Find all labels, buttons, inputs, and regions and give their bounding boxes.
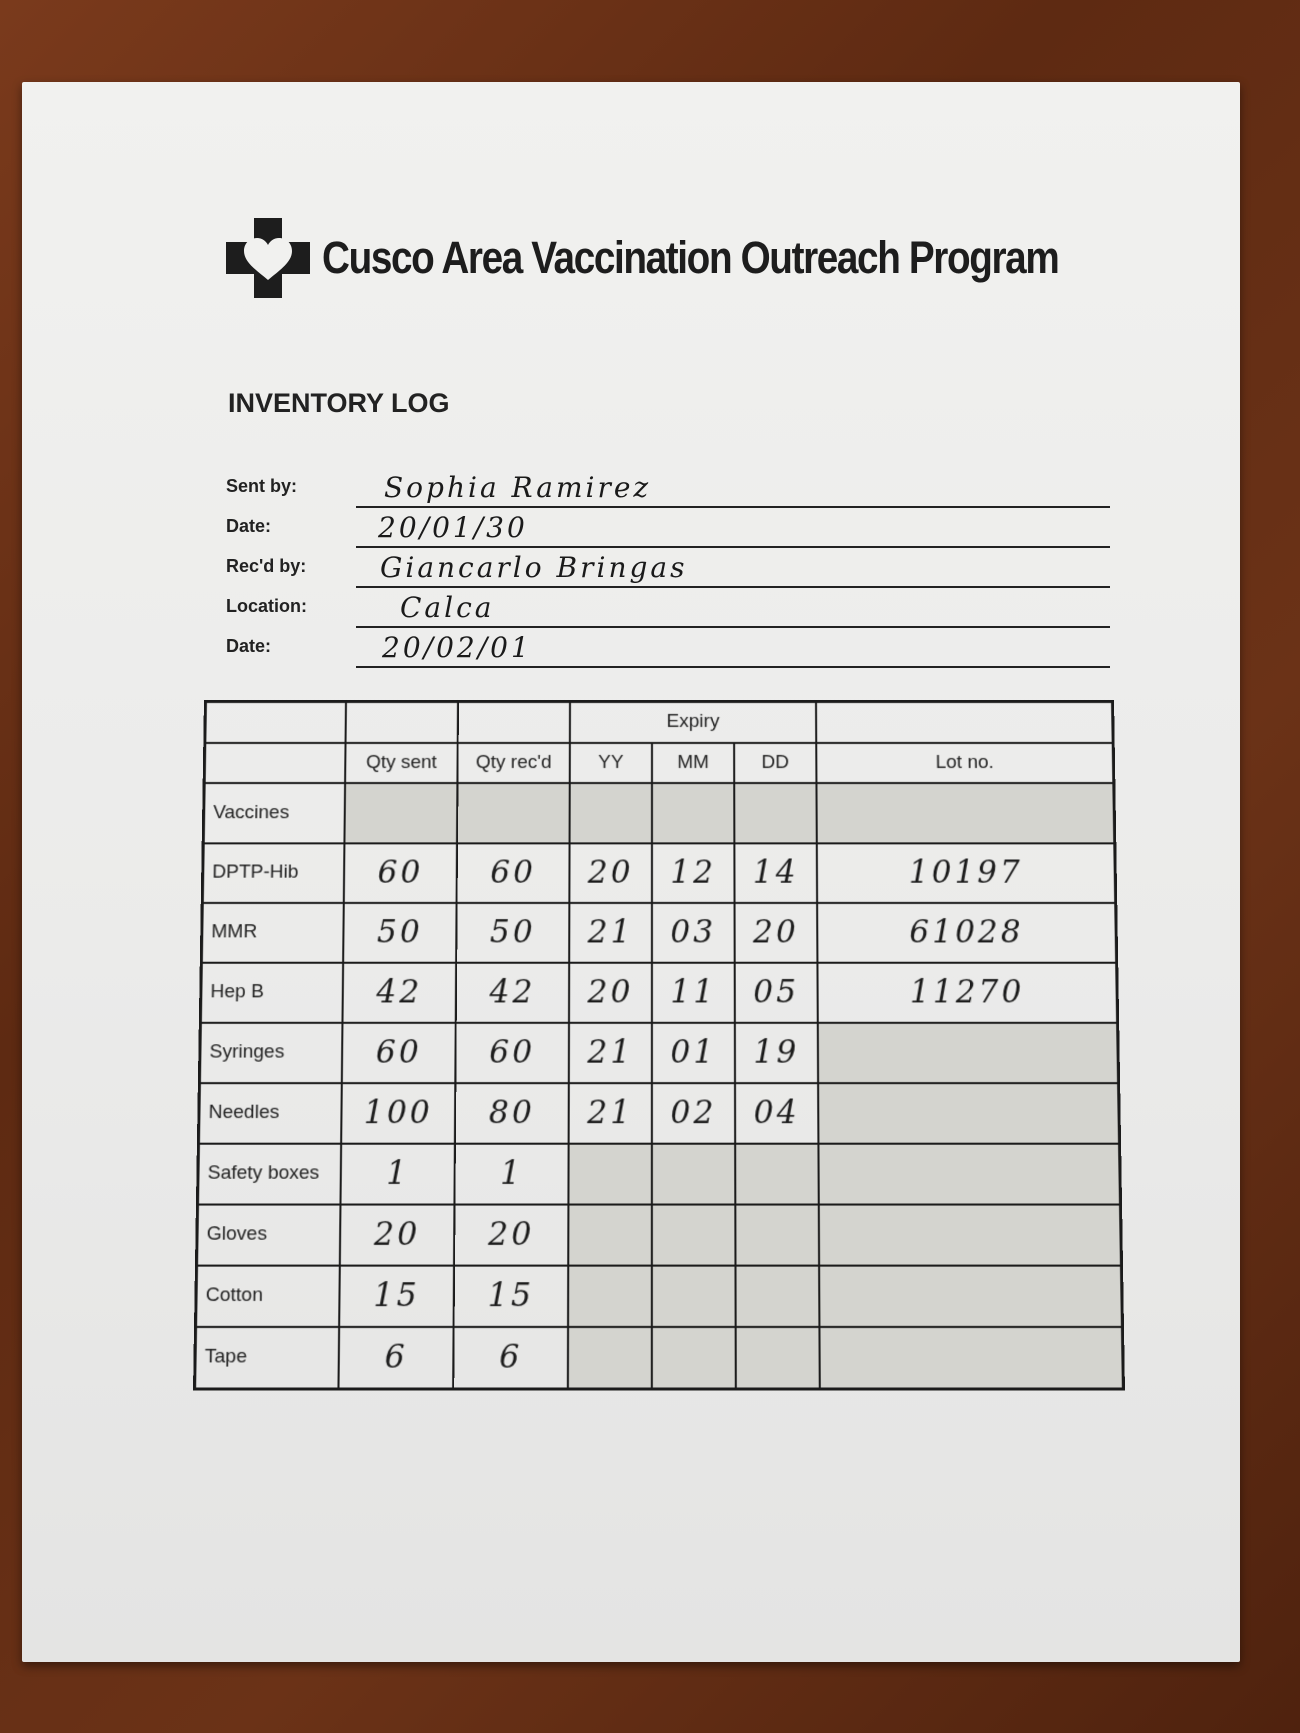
handwritten-value: 60 — [377, 854, 424, 891]
handwritten-value: 80 — [488, 1094, 536, 1132]
header-cell — [346, 701, 458, 742]
qty-sent-cell[interactable] — [342, 962, 456, 1022]
received-by-value: Giancarlo Bringas — [380, 551, 688, 584]
shipment-fields — [224, 470, 1110, 670]
handwritten-value: 14 — [752, 854, 799, 891]
lot-no-cell — [819, 1204, 1122, 1265]
item-label: DPTP-Hib — [202, 843, 344, 903]
qty-recd-cell[interactable] — [454, 1143, 568, 1204]
shaded-cell — [816, 783, 1114, 842]
lot-no-cell[interactable] — [817, 962, 1117, 1022]
handwritten-value: 6 — [384, 1338, 408, 1377]
inventory-table — [193, 700, 1125, 1391]
lot-no-cell — [818, 1083, 1119, 1144]
shaded-cell — [457, 783, 570, 842]
field-label: Date: — [226, 636, 272, 656]
handwritten-value: 15 — [373, 1277, 420, 1315]
expiry-mm-cell — [652, 1265, 736, 1326]
sent-date-field[interactable] — [224, 510, 1110, 550]
handwritten-value: 60 — [375, 1034, 422, 1072]
lot-no-cell[interactable] — [817, 843, 1116, 903]
column-header-dd: DD — [734, 743, 816, 784]
column-header-lot: Lot no. — [816, 743, 1114, 784]
qty-recd-cell[interactable] — [454, 1204, 568, 1265]
qty-recd-cell[interactable] — [454, 1265, 569, 1326]
handwritten-value: 21 — [587, 914, 634, 951]
handwritten-value: 60 — [490, 854, 537, 891]
handwritten-value: 20 — [587, 974, 634, 1011]
table-header-row — [205, 701, 1113, 742]
inventory-rows — [195, 843, 1124, 1389]
expiry-dd-cell — [735, 1265, 819, 1326]
handwritten-value: 05 — [753, 974, 800, 1011]
expiry-dd-cell — [735, 1143, 819, 1204]
shaded-cell — [734, 783, 817, 842]
expiry-dd-cell[interactable] — [735, 962, 818, 1022]
field-label: Location: — [226, 596, 307, 616]
table-row — [201, 902, 1116, 962]
header-cell — [458, 701, 570, 742]
qty-recd-cell[interactable] — [455, 1083, 569, 1144]
program-title: Cusco Area Vaccination Outreach Program — [322, 232, 1059, 283]
expiry-yy-cell — [568, 1143, 651, 1204]
handwritten-value: 6 — [498, 1338, 523, 1377]
expiry-dd-cell[interactable] — [735, 902, 818, 962]
table-row — [196, 1265, 1123, 1326]
item-label: Needles — [198, 1083, 341, 1144]
item-label: Safety boxes — [198, 1143, 342, 1204]
handwritten-value: 15 — [487, 1277, 535, 1315]
received-date-value: 20/02/01 — [382, 631, 532, 664]
expiry-mm-cell[interactable] — [652, 962, 735, 1022]
item-label: Syringes — [199, 1022, 342, 1082]
expiry-mm-cell[interactable] — [652, 902, 735, 962]
handwritten-value: 21 — [587, 1034, 634, 1072]
handwritten-value: 60 — [489, 1034, 536, 1072]
item-label: Gloves — [197, 1204, 341, 1265]
sent-date-value: 20/01/30 — [378, 511, 528, 544]
table-column-row — [204, 743, 1114, 784]
handwritten-value: 12 — [670, 854, 717, 891]
handwritten-value: 04 — [753, 1094, 800, 1132]
expiry-header: Expiry — [570, 701, 816, 742]
table-row — [197, 1204, 1122, 1265]
program-header — [226, 218, 1178, 298]
handwritten-value: 50 — [489, 914, 536, 951]
sent-by-value: Sophia Ramirez — [384, 471, 652, 504]
field-line — [356, 586, 1110, 588]
qty-sent-cell[interactable] — [343, 902, 456, 962]
lot-no-cell — [819, 1327, 1123, 1389]
item-label: Hep B — [200, 962, 343, 1022]
expiry-mm-cell[interactable] — [652, 843, 735, 903]
expiry-yy-cell[interactable] — [569, 902, 652, 962]
qty-recd-cell[interactable] — [457, 843, 570, 903]
handwritten-value: 02 — [670, 1094, 717, 1132]
qty-recd-cell[interactable] — [453, 1327, 568, 1389]
handwritten-value: 20 — [752, 914, 799, 951]
column-header-yy: YY — [570, 743, 652, 784]
field-line — [356, 506, 1110, 508]
header-cell — [205, 701, 346, 742]
expiry-mm-cell — [652, 1143, 735, 1204]
handwritten-value: 20 — [587, 854, 634, 891]
column-header-mm: MM — [652, 743, 734, 784]
qty-sent-cell[interactable] — [339, 1265, 454, 1326]
inventory-log-title: INVENTORY LOG — [228, 388, 450, 418]
item-label: MMR — [201, 902, 343, 962]
section-row-vaccines — [203, 783, 1115, 842]
expiry-yy-cell[interactable] — [569, 1083, 652, 1144]
expiry-mm-cell — [652, 1204, 736, 1265]
lot-no-cell — [818, 1143, 1120, 1204]
handwritten-value: 20 — [488, 1216, 535, 1254]
expiry-mm-cell[interactable] — [652, 1022, 735, 1082]
qty-sent-cell[interactable] — [340, 1143, 454, 1204]
expiry-yy-cell[interactable] — [569, 843, 652, 903]
lot-no-cell — [818, 1022, 1119, 1082]
column-header-qty-recd: Qty rec'd — [457, 743, 569, 784]
handwritten-value: 19 — [753, 1034, 800, 1072]
lot-no-cell — [819, 1265, 1122, 1326]
lot-no-cell[interactable] — [817, 902, 1117, 962]
field-label: Rec'd by: — [226, 556, 307, 576]
expiry-dd-cell — [736, 1327, 820, 1389]
item-label: Tape — [195, 1327, 340, 1389]
handwritten-value: 01 — [670, 1034, 717, 1072]
table-row — [195, 1327, 1124, 1389]
shaded-cell — [652, 783, 734, 842]
expiry-yy-cell — [568, 1327, 652, 1389]
header-cell — [816, 701, 1113, 742]
received-date-field[interactable] — [224, 630, 1110, 670]
handwritten-value: 61028 — [909, 914, 1024, 951]
field-line — [356, 626, 1110, 628]
item-label: Cotton — [196, 1265, 340, 1326]
expiry-yy-cell[interactable] — [569, 962, 652, 1022]
received-by-field[interactable] — [224, 550, 1110, 590]
expiry-dd-cell[interactable] — [735, 1083, 818, 1144]
header-cell — [204, 743, 345, 784]
table-row — [198, 1143, 1121, 1204]
expiry-dd-cell — [735, 1204, 819, 1265]
handwritten-value: 10197 — [908, 854, 1024, 891]
handwritten-value: 11270 — [909, 974, 1025, 1011]
field-label: Date: — [226, 516, 272, 536]
expiry-mm-cell[interactable] — [652, 1083, 735, 1144]
handwritten-value: 21 — [587, 1094, 634, 1132]
handwritten-value: 42 — [489, 974, 536, 1011]
qty-recd-cell[interactable] — [456, 902, 569, 962]
handwritten-value: 50 — [376, 914, 423, 951]
expiry-dd-cell[interactable] — [735, 1022, 818, 1082]
qty-sent-cell[interactable] — [342, 1022, 456, 1082]
location-field[interactable] — [224, 590, 1110, 630]
expiry-yy-cell — [568, 1204, 652, 1265]
handwritten-value: 1 — [499, 1155, 524, 1193]
qty-sent-cell[interactable] — [341, 1083, 455, 1144]
qty-sent-cell[interactable] — [338, 1327, 453, 1389]
column-header-qty-sent: Qty sent — [345, 743, 458, 784]
table-row — [199, 1022, 1118, 1082]
expiry-yy-cell[interactable] — [569, 1022, 652, 1082]
table-row — [200, 962, 1117, 1022]
handwritten-value: 20 — [373, 1216, 421, 1254]
shaded-cell — [570, 783, 652, 842]
table-row — [202, 843, 1115, 903]
handwritten-value: 100 — [363, 1094, 434, 1132]
location-value: Calca — [400, 591, 495, 624]
qty-recd-cell[interactable] — [456, 962, 569, 1022]
handwritten-value: 03 — [670, 914, 717, 951]
sent-by-field[interactable] — [224, 470, 1110, 510]
field-line — [356, 546, 1110, 548]
table-row — [198, 1083, 1119, 1144]
section-label: Vaccines — [203, 783, 345, 842]
expiry-yy-cell — [568, 1265, 652, 1326]
qty-sent-cell[interactable] — [340, 1204, 455, 1265]
expiry-mm-cell — [652, 1327, 736, 1389]
handwritten-value: 11 — [670, 974, 717, 1011]
qty-recd-cell[interactable] — [455, 1022, 569, 1082]
cross-heart-icon — [226, 218, 310, 298]
field-label: Sent by: — [226, 476, 298, 496]
expiry-dd-cell[interactable] — [734, 843, 817, 903]
handwritten-value: 42 — [376, 974, 423, 1011]
handwritten-value: 1 — [386, 1155, 410, 1193]
qty-sent-cell[interactable] — [344, 843, 457, 903]
field-line — [356, 666, 1110, 668]
shaded-cell — [344, 783, 457, 842]
